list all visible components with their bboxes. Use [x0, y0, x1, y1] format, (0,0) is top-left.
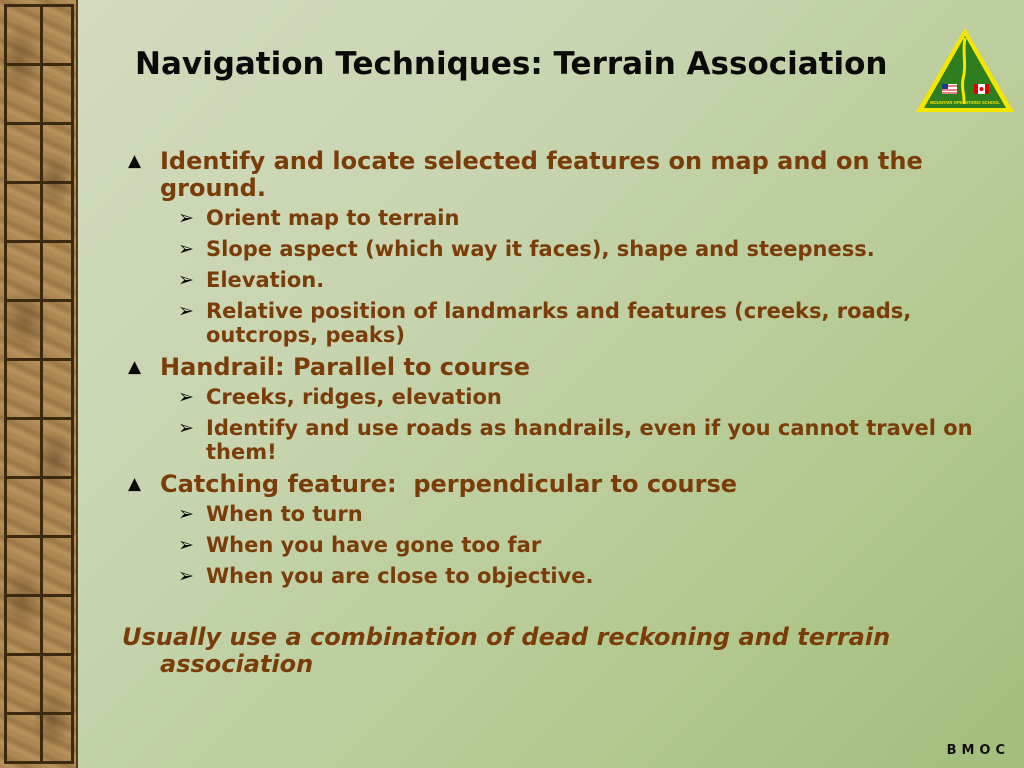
arrowhead-bullet-icon: ➢	[178, 207, 194, 229]
bullet-identify-locate	[122, 148, 982, 202]
arrowhead-bullet-icon: ➢	[178, 300, 194, 322]
subbullet-creeks-ridges	[122, 385, 982, 409]
bullet-text: Catching feature: perpendicular to course	[160, 470, 738, 498]
slide-title: Navigation Techniques: Terrain Association	[135, 46, 888, 82]
arrowhead-bullet-icon: ➢	[178, 417, 194, 439]
subbullet-roads-handrails	[122, 416, 982, 464]
strip-grid-pattern	[4, 4, 74, 764]
subbullet-gone-too-far	[122, 533, 982, 557]
subbullet-when-to-turn	[122, 502, 982, 526]
bullet-text: Handrail: Parallel to course	[160, 353, 530, 381]
subbullet-orient-map	[122, 206, 982, 230]
arrowhead-bullet-icon: ➢	[178, 565, 194, 587]
bullet-catching-feature	[122, 471, 982, 498]
triangle-bullet-icon: ▲	[128, 474, 142, 494]
bullet-list	[122, 148, 982, 678]
arrowhead-bullet-icon: ➢	[178, 269, 194, 291]
subbullet-elevation	[122, 268, 982, 292]
subbullet-text: Slope aspect (which way it faces), shape and steepness.	[206, 237, 875, 261]
subbullet-text: When you have gone too far	[206, 533, 542, 557]
footer-label: BMOC	[946, 743, 1010, 758]
subbullet-text: Identify and use roads as handrails, even if you cannot travel on them!	[206, 416, 973, 464]
bullet-text: Identify and locate selected features on map and on the ground.	[160, 147, 923, 202]
arrowhead-bullet-icon: ➢	[178, 386, 194, 408]
summary-note: Usually use a combination of dead reckoning and terrain association	[122, 623, 891, 678]
decorative-side-strip	[0, 0, 78, 768]
subbullet-text: Elevation.	[206, 268, 325, 292]
subbullet-text: Orient map to terrain	[206, 206, 460, 230]
subbullet-text: Relative position of landmarks and features (creeks, roads, outcrops, peaks)	[206, 299, 912, 347]
logo-text: MOUNTAIN OPERATIONS SCHOOL	[930, 100, 1000, 105]
subbullet-relative-position	[122, 299, 982, 347]
arrowhead-bullet-icon: ➢	[178, 534, 194, 556]
subbullet-text: When to turn	[206, 502, 363, 526]
triangle-bullet-icon: ▲	[128, 357, 142, 377]
arrowhead-bullet-icon: ➢	[178, 503, 194, 525]
subbullet-text: When you are close to objective.	[206, 564, 594, 588]
bullet-handrail	[122, 354, 982, 381]
arrowhead-bullet-icon: ➢	[178, 238, 194, 260]
triangle-bullet-icon: ▲	[128, 151, 142, 171]
subbullet-text: Creeks, ridges, elevation	[206, 385, 502, 409]
subbullet-slope-aspect	[122, 237, 982, 261]
subbullet-close-to-objective	[122, 564, 982, 588]
mountain-operations-school-logo	[912, 24, 1018, 118]
